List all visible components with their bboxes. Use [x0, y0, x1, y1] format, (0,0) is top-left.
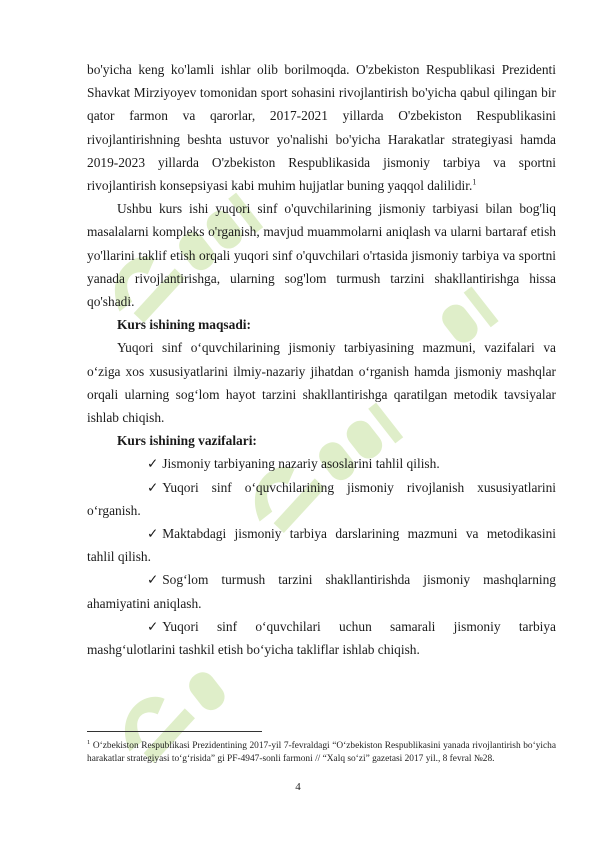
purpose-paragraph: Ushbu kurs ishi yuqori sinf o'quvchilarining jismoniy tarbiyasi bilan bog'liq masalalarni kompleks o'rganish, mavjud muammolarni aniqlash va ularni bartaraf etish yo'llarini taklif etish orqali yuqori sinf o'quvchilari o'rtasida jismoniy tarbiya va sportni yanada rivojlantirishga, ularning sog'lom turmush tarzini shakllantirishga hissa qo'shadi. [87, 201, 556, 310]
task-item: ✓ Yuqori sinf o‘quvchilarining jismoniy rivojlanish xususiyatlarini o‘rganish. [87, 476, 556, 522]
page-number: 4 [295, 781, 301, 793]
checkmark-icon: ✓ [147, 479, 159, 495]
task-item: ✓ Maktabdagi jismoniy tarbiya darslarining mazmuni va metodikasini tahlil qilish. [87, 522, 556, 568]
aim-heading: Kurs ishining maqsadi: [117, 317, 251, 333]
footnote-reference: 1 [472, 177, 477, 187]
main-text [87, 58, 556, 661]
footnote [87, 740, 556, 766]
footnote-mark: 1 [87, 738, 91, 746]
checkmark-icon: ✓ [147, 572, 159, 588]
intro-paragraph: bo'yicha keng ko'lamli ishlar olib borilmoqda. O'zbekiston Respublikasi Prezidenti Shavkat Mirziyoyev tomonidan sport sohasini rivojlantirish bo'yicha qabul qilingan bir qator farmon va qarorlar, 2017-2021 yillarda O'zbekiston Respublikasini rivojlantirishning beshta ustuvor yo'nalishi bo'yicha Harakatlar strategiyasi hamda 2019-2023 yillarda O'zbekiston Respublikasida jismoniy tarbiya va sportni rivojlantirish konsepsiyasi kabi muhim hujjatlar buning yaqqol dalilidir.$^1$ [87, 62, 556, 194]
task-item: ✓ Sog‘lom turmush tarzini shakllantirishda jismoniy mashqlarning ahamiyatini aniqlash. [87, 568, 556, 614]
checkmark-icon: ✓ [147, 618, 159, 634]
task-item: ✓ Jismoniy tarbiyaning nazariy asoslarini tahlil qilish. [87, 452, 556, 475]
checkmark-icon: ✓ [147, 456, 159, 472]
footnote-divider [87, 731, 262, 732]
aim-paragraph: Yuqori sinf o‘quvchilarining jismoniy tarbiyasining mazmuni, vazifalari va o‘ziga xos xususiyatlarini ilmiy-nazariy jihatdan o‘rganish hamda jismoniy mashqlar orqali ularning sog‘lom hayot tarzini shakllantirishga qaratilgan metodik tavsiyalar ishlab chiqish. [87, 340, 556, 426]
tasks-heading: Kurs ishining vazifalari: [117, 433, 257, 449]
footnote-text: O‘zbekiston Respublikasi Prezidentining 2017-yil 7-fevraldagi “O‘zbekiston Respublikasini yanada rivojlantirish bo‘yicha harakatlar strategiyasi to‘g‘risida” gi PF-4947-sonli farmoni // “Xalq so‘zi” gazetasi 2017 yil., 8 fevral №28. [87, 741, 557, 765]
checkmark-icon: ✓ [147, 526, 159, 542]
task-item: ✓ Yuqori sinf o‘quvchilari uchun samarali jismoniy tarbiya mashg‘ulotlarini tashkil etish bo‘yicha takliflar ishlab chiqish. [87, 615, 556, 661]
